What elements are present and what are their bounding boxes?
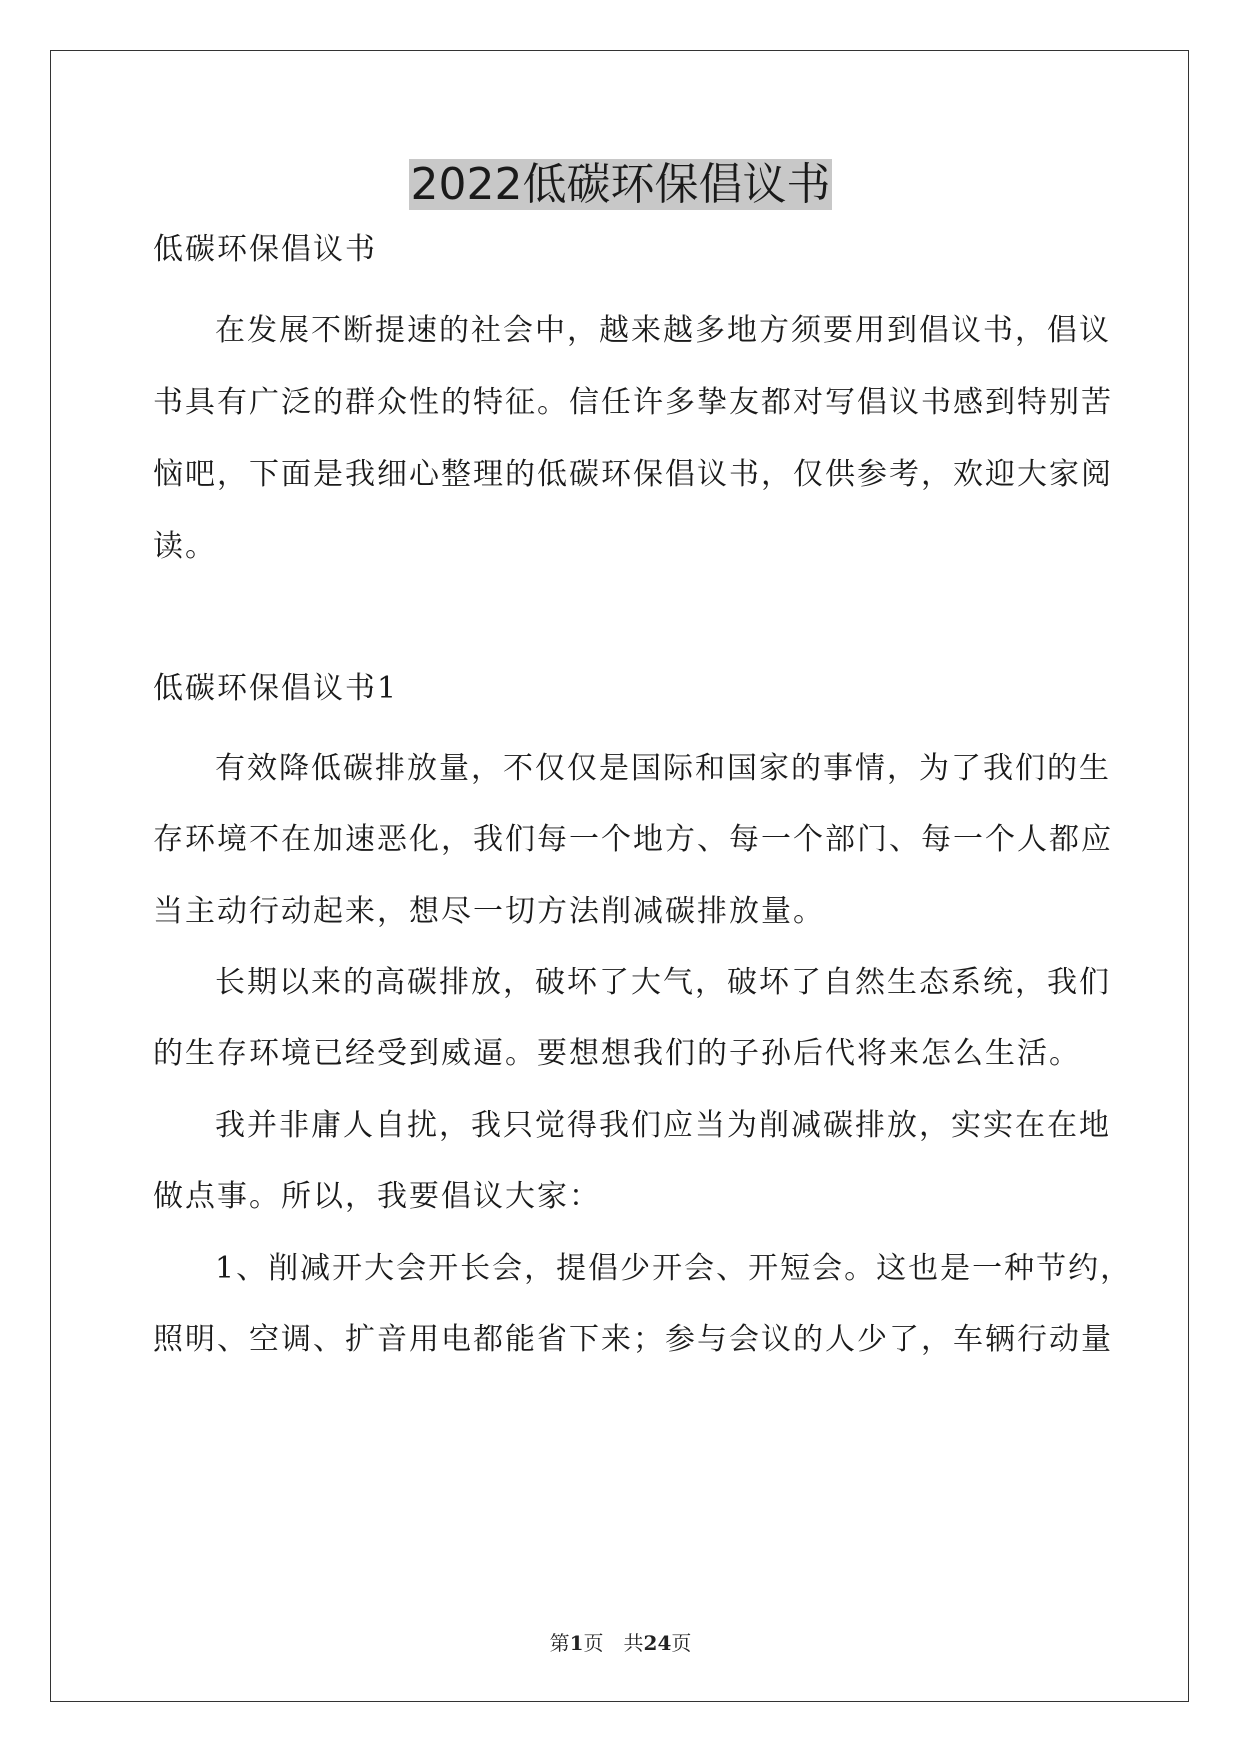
page-prefix: 第 [549,1631,570,1655]
paragraph-line: 在发展不断提速的社会中，越来越多地方须要用到倡议书，倡议 [215,313,1111,348]
paragraph-line: 照明、空调、扩音用电都能省下来；参与会议的人少了，车辆行动量 [153,1322,1113,1357]
page-frame [50,50,1189,1702]
paragraph-line: 恼吧，下面是我细心整理的低碳环保倡议书，仅供参考，欢迎大家阅 [153,457,1113,492]
paragraph-line: 书具有广泛的群众性的特征。信任许多挚友都对写倡议书感到特别苦 [153,385,1113,420]
paragraph-line: 我并非庸人自扰，我只觉得我们应当为削减碳排放，实实在在地 [215,1108,1111,1143]
paragraph-line: 当主动行动起来，想尽一切方法削减碳排放量。 [153,894,825,929]
section-heading: 低碳环保倡议书1 [153,671,399,706]
page-mid: 页 共 [583,1631,644,1655]
paragraph-line: 做点事。所以，我要倡议大家： [153,1179,601,1214]
document-title-text: 2022低碳环保倡议书 [410,159,831,210]
paragraph-line: 1、削减开大会开长会，提倡少开会、开短会。这也是一种节约， [215,1251,1133,1286]
paragraph-line: 的生存环境已经受到威逼。要想想我们的子孙后代将来怎么生活。 [153,1036,1081,1071]
page-suffix: 页 [671,1631,692,1655]
paragraph-line: 读。 [153,529,217,564]
paragraph-line: 长期以来的高碳排放，破坏了大气，破坏了自然生态系统，我们 [215,965,1111,1000]
page-footer [0,1630,1241,1656]
page-number: 1 [569,1631,584,1655]
paragraph-line: 存环境不在加速恶化，我们每一个地方、每一个部门、每一个人都应 [153,822,1113,857]
page-total: 24 [643,1631,672,1655]
section-heading: 低碳环保倡议书 [153,232,377,267]
paragraph-line: 有效降低碳排放量，不仅仅是国际和国家的事情，为了我们的生 [215,751,1111,786]
document-title [0,157,1241,213]
